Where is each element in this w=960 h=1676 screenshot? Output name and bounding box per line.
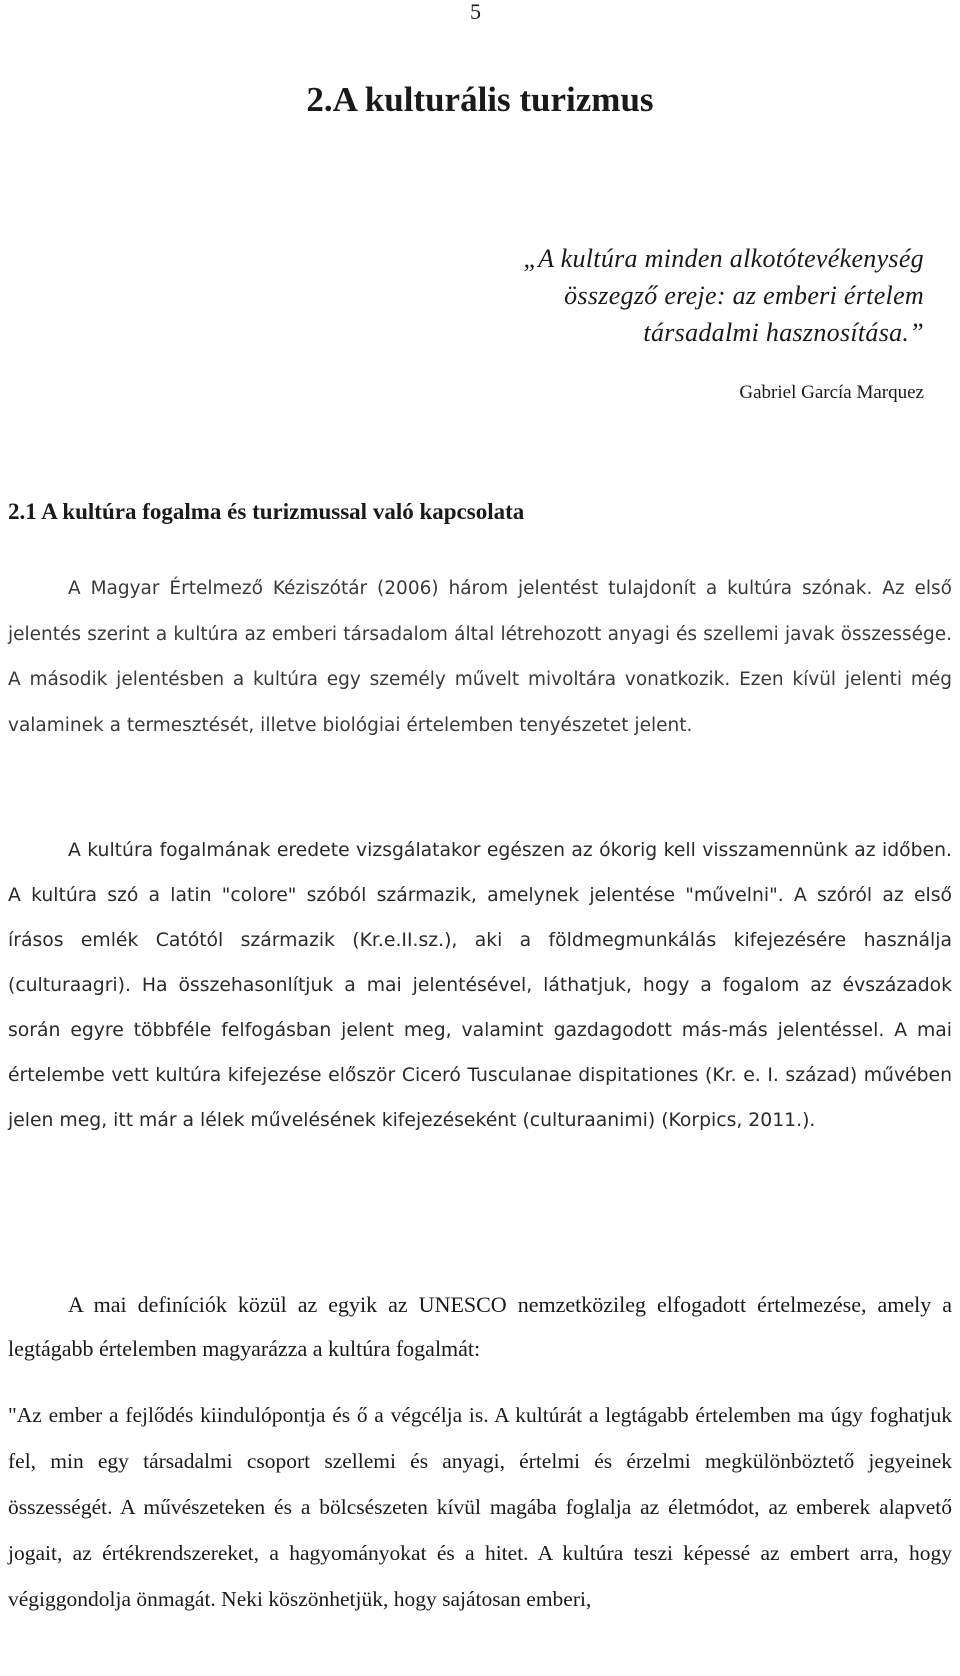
paragraph-2-text: A kultúra fogalmának eredete vizsgálatakor egészen az ókorig kell visszamennünk az időben. A kultúra szó a latin "colore" szóból származik, amelynek jelentése "művelni". A szóról az első írásos emlék Catótól származik (Kr.e.II.sz.), aki a földmegmunkálás kifejezésére használja (culturaagri). Ha összehasonlítjuk a mai jelentésével, láthatjuk, hogy a fogalom az évszázadok során egyre többféle felfogásban jelent meg, valamint gazdagodott más-más jelentéssel. A mai értelembe vett kultúra kifejezése először Ciceró Tusculanae dispitationes (Kr. e. I. század) művében jelen meg, itt már a lélek művelésének kifejezéseként (culturaanimi) (Korpics, 2011.). [8,840,952,1131]
chapter-title: 2.A kulturális turizmus [306,80,654,119]
paragraph-1-text: A Magyar Értelmező Kéziszótár (2006) három jelentést tulajdonít a kultúra szónak. Az első jelentés szerint a kultúra az emberi társadalom által létrehozott anyagi és szellemi javak összessége. A második jelentésben a kultúra egy személy művelt mivoltára vonatkozik. Ezen kívül jelenti még valaminek a termesztését, illetve biológiai értelemben tenyészetet jelent. [8,578,952,736]
epigraph-author: Gabriel García Marquez [739,382,924,403]
page-number: 5 [470,0,481,24]
paragraph-3-text: A mai definíciók közül az egyik az UNESCO nemzetközileg elfogadott értelmezése, amely a legtágabb értelemben magyarázza a kultúra fogalmát: [8,1292,952,1361]
section-title: 2.1 A kultúra fogalma és turizmussal való kapcsolata [8,499,525,524]
paragraph-2 [8,828,952,1143]
epigraph-quote: „A kultúra minden alkotótevékenység összegző ereje: az emberi értelem társadalmi hasznosítása.” [523,244,924,347]
paragraph-1 [8,566,952,748]
paragraph-4 [8,1392,952,1622]
paragraph-3 [8,1283,952,1371]
paragraph-4-text: "Az ember a fejlődés kiindulópontja és ő a végcélja is. A kultúrát a legtágabb értelemben ma úgy foghatjuk fel, min egy társadalmi csoport szellemi és anyagi, értelmi és érzelmi megkülönböztető jegyeinek összességét. A művészeteken és a bölcsészeten kívül magába foglalja az életmódot, az emberek alapvető jogait, az értékrendszereket, a hagyományokat és a hitet. A kultúra teszi képessé az embert arra, hogy végiggondolja önmagát. Neki köszönhetjük, hogy sajátosan emberi, [8,1403,952,1611]
